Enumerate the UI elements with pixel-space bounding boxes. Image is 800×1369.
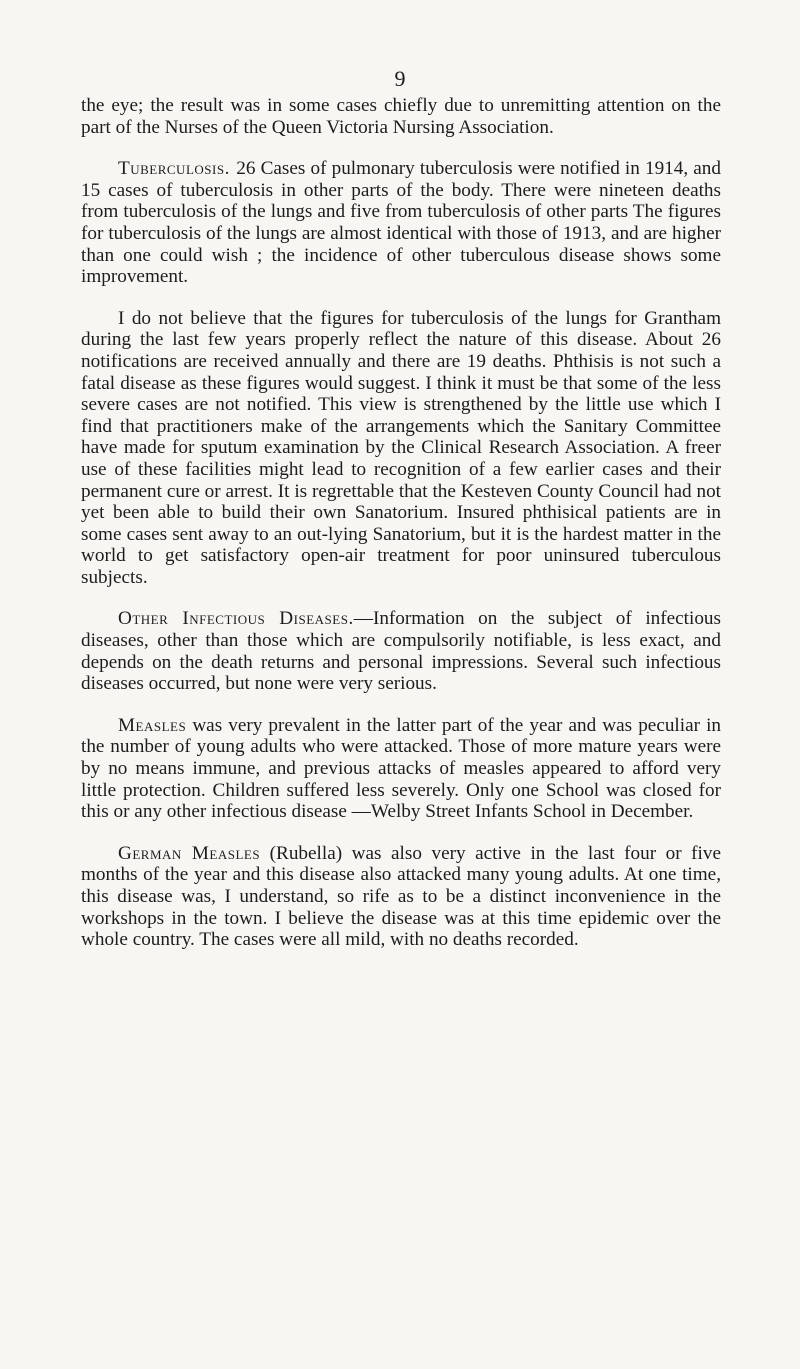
- other-infectious-diseases-heading: Other Infectious Diseases.: [118, 608, 354, 630]
- tuberculosis-text: 26 Cases of pulmonary tuberculosis were notified in 1914, and 15 cases of tuberculosis in other parts of the body. There were nineteen deaths from tuberculosis of the lungs and five from tuberculosis of other parts The figures for tuberculosis of the lungs are almost identical with those of 1913, and are higher than one could wish ; the incidence of other tuberculous disease shows some improvement.: [81, 158, 721, 288]
- paragraph-measles: [81, 715, 721, 823]
- paragraph-other-infectious-diseases: [81, 608, 721, 694]
- paragraph-tuberculosis: [81, 158, 721, 288]
- paragraph-continuation: the eye; the result was in some cases chiefly due to unremitting attention on the part of the Nurses of the Queen Victoria Nursing Association.: [81, 95, 721, 138]
- paragraph-grantham: I do not believe that the figures for tuberculosis of the lungs for Grantham during the last few years properly reflect the nature of this disease. About 26 notifications are received annually and there are 19 deaths. Phthisis is not such a fatal disease as these figures would suggest. I think it must be that some of the less severe cases are not notified. This view is strengthened by the little use which I find that practitioners make of the arrangements which the Sanitary Committee have made for sputum examination by the Clinical Research Association. A freer use of these facilities might lead to recognition of a few earlier cases and their permanent cure or arrest. It is regrettable that the Kesteven County Council had not yet been able to build their own Sanatorium. Insured phthisical patients are in some cases sent away to an out-lying Sanatorium, but it is the hardest matter in the world to get satisfactory open-air treatment for poor uninsured tuberculous subjects.: [81, 307, 721, 588]
- other-infectious-diseases-text: —Information on the subject of infectious diseases, other than those which are compulsorily notifiable, is less exact, and depends on the death returns and personal impressions. Several such infectious diseases occurred, but none were very serious.: [81, 608, 721, 695]
- measles-text: was very prevalent in the latter part of the year and was peculiar in the number of young adults who were attacked. Those of more mature years were by no means immune, and previous attacks of measles appeared to afford very little protection. Children suffered less severely. Only one School was closed for this or any other infectious disease —Welby Street Infants School in December.: [81, 714, 721, 823]
- german-measles-heading: German Measles: [118, 842, 261, 864]
- tuberculosis-heading: Tuberculosis.: [118, 158, 230, 180]
- paragraph-german-measles: [81, 843, 721, 951]
- body-text: [81, 95, 721, 971]
- german-measles-text: (Rubella) was also very active in the last four or five months of the year and this disease also attacked many young adults. At one time, this disease was, I understand, so rife as to be a distinct inconvenience in the workshops in the town. I believe the disease was at this time epidemic over the whole country. The cases were all mild, with no deaths recorded.: [81, 842, 721, 951]
- measles-heading: Measles: [118, 714, 187, 736]
- page-number: 9: [394, 66, 406, 91]
